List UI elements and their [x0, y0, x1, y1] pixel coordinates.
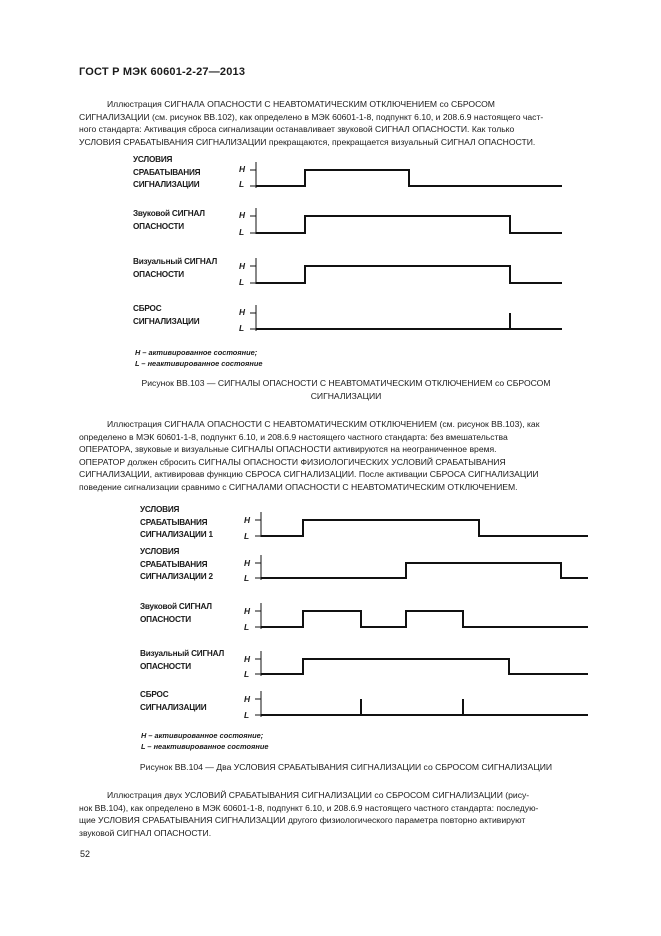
- level-l-marker: L: [244, 710, 250, 720]
- label-line: ОПАСНОСТИ: [140, 661, 191, 671]
- level-l-marker: L: [244, 622, 250, 632]
- paragraph-line: УСЛОВИЯ СРАБАТЫВАНИЯ СИГНАЛИЗАЦИИ прекращаются, прекращается визуальный СИГНАЛ ОПАСНОСТИ.: [79, 136, 536, 147]
- axes: [256, 162, 261, 717]
- level-l-marker: L: [244, 573, 250, 583]
- waveform-alarm-condition: [256, 170, 562, 186]
- paragraph-line: Иллюстрация двух УСЛОВИЙ СРАБАТЫВАНИЯ СИГНАЛИЗАЦИИ со СБРОСОМ СИГНАЛИЗАЦИИ (рису-: [107, 790, 530, 800]
- page-number: 52: [80, 849, 91, 859]
- label-line: ОПАСНОСТИ: [133, 269, 184, 279]
- label-line: СИГНАЛИЗАЦИИ: [133, 316, 200, 326]
- paragraph-line: нок ВВ.104), как определено в МЭК 60601-1-8, подпункт 6.10, и 208.6.9 настоящего частного стандарта: последую-: [79, 802, 539, 813]
- paragraph-line: определено в МЭК 60601-1-8, подпункт 6.10, и 208.6.9 настоящего частного стандарта: без вмешательства: [79, 431, 508, 442]
- label-line: СИГНАЛИЗАЦИИ: [133, 180, 200, 189]
- waveform-auditory-signal: [256, 216, 562, 233]
- paragraph-line: ОПЕРАТОР должен сбросить СИГНАЛЫ ОПАСНОСТИ ФИЗИОЛОГИЧЕСКИХ УСЛОВИЙ СРАБАТЫВАНИЯ: [79, 456, 506, 467]
- level-l-marker: L: [244, 669, 250, 679]
- level-l-marker: L: [239, 323, 245, 333]
- label-line: Визуальный СИГНАЛ: [140, 649, 224, 658]
- waveform-auditory-signal: [261, 611, 588, 627]
- paragraph-line: СИГНАЛИЗАЦИИ, активировав функцию СБРОСА СИГНАЛИЗАЦИИ. После активации СБРОСА СИГНАЛИЗАЦИИ: [79, 469, 539, 480]
- legend-h: H – активированное состояние;: [135, 348, 258, 357]
- paragraph-line: щие УСЛОВИЯ СРАБАТЫВАНИЯ СИГНАЛИЗАЦИИ другого физиологического параметра повторно активируют: [79, 815, 526, 826]
- level-h-marker: H: [244, 558, 251, 568]
- paragraph-line: СИГНАЛИЗАЦИИ (см. рисунок ВВ.102), как определено в МЭК 60601-1-8, подпункт 6.10, и 208.6.9 настоящего част-: [79, 111, 544, 122]
- label-line: СРАБАТЫВАНИЯ: [140, 559, 208, 569]
- legend-l: L – неактивированное состояние: [135, 358, 263, 368]
- label-line: УСЛОВИЯ: [140, 547, 180, 556]
- waveform-visual-signal: [261, 659, 588, 674]
- axis-ticks-fig103-2: [250, 216, 256, 233]
- waveform-alarm-condition-1: [261, 520, 588, 536]
- level-h-marker: H: [239, 307, 246, 317]
- label-line: Звуковой СИГНАЛ: [140, 602, 212, 611]
- axis-ticks-fig104-2: [255, 563, 261, 578]
- paragraph-line: звуковой СИГНАЛ ОПАСНОСТИ.: [79, 827, 212, 838]
- label-line: СБРОС: [133, 304, 162, 313]
- caption-line: Рисунок ВВ.103 — СИГНАЛЫ ОПАСНОСТИ С НЕАВТОМАТИЧЕСКИМ ОТКЛЮЧЕНИЕМ со СБРОСОМ: [141, 378, 551, 388]
- axis-ticks-fig104-1: [255, 520, 261, 536]
- paragraph-line: поведение сигнализации сравнимо с СИГНАЛАМИ ОПАСНОСТИ С НЕАВТОМАТИЧЕСКИМ ОТКЛЮЧЕНИЕМ.: [79, 481, 518, 492]
- caption-line: СИГНАЛИЗАЦИИ: [310, 390, 382, 401]
- axis-ticks-fig104-5: [255, 699, 261, 715]
- level-h-marker: H: [244, 654, 251, 664]
- level-h-marker: H: [244, 606, 251, 616]
- level-l-marker: L: [239, 227, 245, 237]
- label-line: ОПАСНОСТИ: [133, 221, 184, 231]
- axis-ticks-fig104-3: [255, 611, 261, 627]
- axis-ticks-fig103-4: [250, 313, 256, 329]
- waveform-alarm-reset: [256, 313, 562, 329]
- fig104-caption: Рисунок ВВ.104 — Два УСЛОВИЯ СРАБАТЫВАНИЯ СИГНАЛИЗАЦИИ со СБРОСОМ СИГНАЛИЗАЦИИ: [139, 762, 553, 772]
- level-l-marker: L: [239, 179, 245, 189]
- label-line: СРАБАТЫВАНИЯ: [133, 167, 201, 177]
- axis-ticks-fig104-4: [255, 659, 261, 674]
- legend-l: L – неактивированное состояние: [141, 741, 269, 751]
- level-l-marker: L: [239, 277, 245, 287]
- waveform-alarm-reset: [261, 699, 588, 715]
- label-line: УСЛОВИЯ: [140, 505, 180, 514]
- label-line: СИГНАЛИЗАЦИИ 2: [140, 572, 213, 581]
- legend-h: H – активированное состояние;: [141, 731, 264, 740]
- document-header: ГОСТ Р МЭК 60601-2-27—2013: [79, 66, 246, 78]
- label-line: СБРОС: [140, 690, 169, 699]
- waveforms: [256, 170, 588, 715]
- label-line: Звуковой СИГНАЛ: [133, 209, 205, 218]
- paragraph-line: Иллюстрация СИГНАЛА ОПАСНОСТИ С НЕАВТОМАТИЧЕСКИМ ОТКЛЮЧЕНИЕМ со СБРОСОМ: [107, 99, 495, 109]
- label-line: СИГНАЛИЗАЦИИ: [140, 702, 207, 712]
- label-line: СИГНАЛИЗАЦИИ 1: [140, 530, 213, 539]
- paragraph-line: ОПЕРАТОРА, звуковые и визуальные СИГНАЛЫ ОПАСНОСТИ активируются на неограниченное время.: [79, 444, 497, 455]
- label-line: ОПАСНОСТИ: [140, 614, 191, 624]
- waveform-visual-signal: [256, 266, 562, 283]
- level-h-marker: H: [239, 164, 246, 174]
- ticks: [250, 170, 261, 715]
- level-h-marker: H: [239, 261, 246, 271]
- paragraph-line: Иллюстрация СИГНАЛА ОПАСНОСТИ С НЕАВТОМАТИЧЕСКИМ ОТКЛЮЧЕНИЕМ (см. рисунок ВВ.103), как: [107, 419, 540, 429]
- axis-ticks-fig103-3: [250, 266, 256, 283]
- level-h-marker: H: [239, 210, 246, 220]
- level-h-marker: H: [244, 694, 251, 704]
- level-h-marker: H: [244, 515, 251, 525]
- waveform-alarm-condition-2: [261, 563, 588, 578]
- level-l-marker: L: [244, 531, 250, 541]
- label-line: Визуальный СИГНАЛ: [133, 257, 217, 266]
- axis-ticks-fig103-1: [250, 170, 256, 186]
- paragraph-line: ного стандарта: Активация сброса сигнализации останавливает звуковой СИГНАЛ ОПАСНОСТИ. Как только: [79, 124, 515, 135]
- label-line: СРАБАТЫВАНИЯ: [140, 517, 208, 527]
- label-line: УСЛОВИЯ: [133, 155, 173, 164]
